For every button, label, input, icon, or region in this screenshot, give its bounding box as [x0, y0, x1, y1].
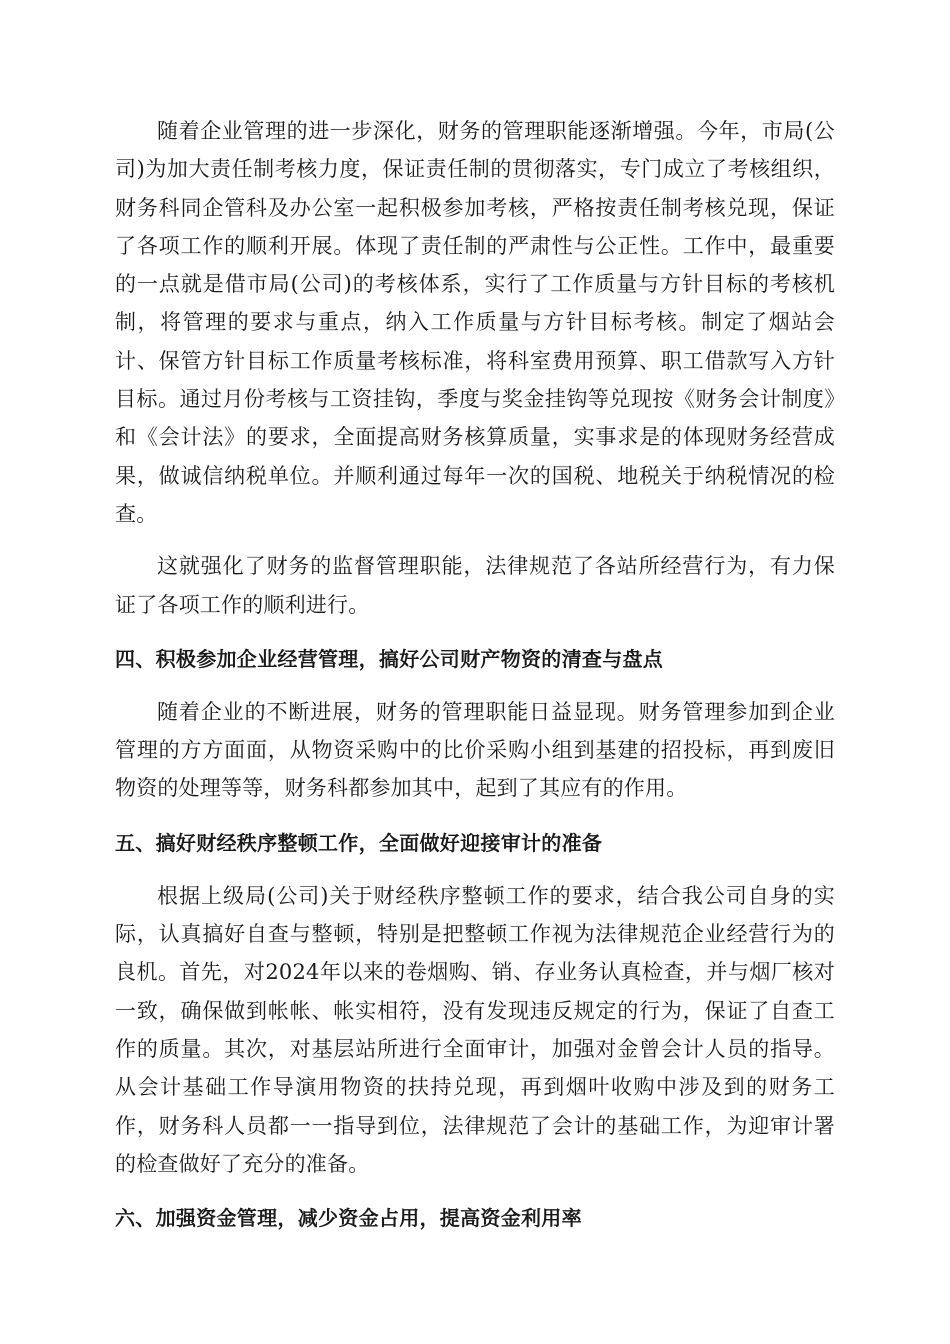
document-page	[115, 112, 835, 1237]
body-paragraph: 根据上级局(公司)关于财经秩序整顿工作的要求，结合我公司自身的实际，认真搞好自查与整顿，特别是把整顿工作视为法律规范企业经营行为的良机。首先，对2024年以来的卷烟购、销、存业务认真检查，并与烟厂核对一致，确保做到帐帐、帐实相符，没有发现违反规定的行为，保证了自查工作的质量。其次，对基层站所进行全面审计，加强对金曾会计人员的指导。从会计基础工作导演用物资的扶持兑现，再到烟叶收购中涉及到的财务工作，财务科人员都一一指导到位，法律规范了会计的基础工作，为迎审计署的检查做好了充分的准备。	[115, 883, 835, 1176]
body-paragraph: 这就强化了财务的监督管理职能，法律规范了各站所经营行为，有力保证了各项工作的顺利进行。	[115, 554, 835, 617]
section-heading: 五、搞好财经秩序整顿工作，全面做好迎接审计的准备	[115, 830, 603, 855]
body-paragraph: 随着企业的不断进展，财务的管理职能日益显现。财务管理参加到企业管理的方方面面，从物资采购中的比价采购小组到基建的招投标，再到废旧物资的处理等等，财务科都参加其中，起到了其应有的作用。	[115, 699, 835, 801]
section-heading: 六、加强资金管理，减少资金占用，提高资金利用率	[115, 1206, 582, 1231]
section-heading: 四、积极参加企业经营管理，搞好公司财产物资的清查与盘点	[115, 646, 664, 671]
body-paragraph: 随着企业管理的进一步深化，财务的管理职能逐渐增强。今年，市局(公司)为加大责任制考核力度，保证责任制的贯彻落实，专门成立了考核组织，财务科同企管科及办公室一起积极参加考核，严格按责任制考核兑现，保证了各项工作的顺利开展。体现了责任制的严肃性与公正性。工作中，最重要的一点就是借市局(公司)的考核体系，实行了工作质量与方针目标的考核机制，将管理的要求与重点，纳入工作质量与方针目标考核。制定了烟站会计、保管方针目标工作质量考核标准，将科室费用预算、职工借款写入方针目标。通过月份考核与工资挂钩，季度与奖金挂钩等兑现按《财务会计制度》和《会计法》的要求，全面提高财务核算质量，实事求是的体现财务经营成果，做诚信纳税单位。并顺利通过每年一次的国税、地税关于纳税情况的检查。	[115, 119, 835, 526]
